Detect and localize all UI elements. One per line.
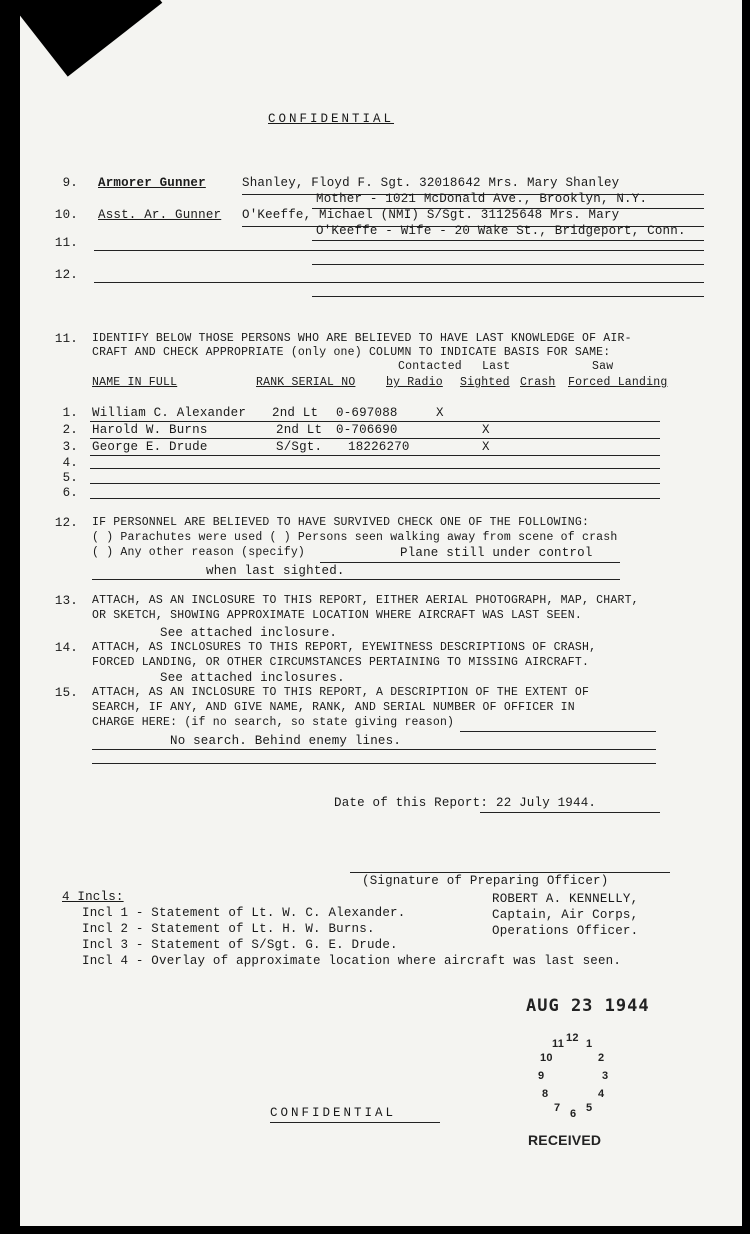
person-num-5: 5. <box>62 471 78 485</box>
section11-line1: IDENTIFY BELOW THOSE PERSONS WHO ARE BELIEVED TO HAVE LAST KNOWLEDGE OF AIR- <box>92 332 632 345</box>
crew-num-9: 9. <box>62 176 78 190</box>
section14-line2: FORCED LANDING, OR OTHER CIRCUMSTANCES PERTAINING TO MISSING AIRCRAFT. <box>92 656 590 669</box>
person-mark-3: X <box>482 440 490 454</box>
person-serial-1: 0-697088 <box>336 406 398 420</box>
section11-num: 11. <box>54 332 78 346</box>
clock-num-11: 11 <box>552 1038 565 1050</box>
person-num-1: 1. <box>62 406 78 420</box>
section12-option1: ( ) Parachutes were used ( ) Persons seen walking away from scene of crash <box>92 531 618 544</box>
clock-num-10: 10 <box>540 1052 553 1064</box>
person-num-2: 2. <box>62 423 78 437</box>
person-serial-2: 0-706690 <box>336 423 398 437</box>
section15-answer: No search. Behind enemy lines. <box>170 734 402 748</box>
signer-title2: Operations Officer. <box>492 924 639 938</box>
report-date-value: 22 July 1944. <box>496 796 597 810</box>
person-mark-1: X <box>436 406 444 420</box>
person-num-6: 6. <box>62 486 78 500</box>
section15-line3: CHARGE HERE: (if no search, so state giving reason) <box>92 716 455 729</box>
person-serial-3: 18226270 <box>348 440 410 454</box>
section14-num: 14. <box>54 641 78 655</box>
section13-answer: See attached inclosure. <box>160 626 338 640</box>
crew-line2-9: Mother - 1021 McDonald Ave., Brooklyn, N.Y. <box>316 192 648 206</box>
signer-name: ROBERT A. KENNELLY, <box>492 892 639 906</box>
clock-num-12: 12 <box>566 1032 579 1044</box>
person-name-3: George E. Drude <box>92 440 208 454</box>
clock-num-6: 6 <box>570 1108 577 1120</box>
crew-num-11: 11. <box>54 236 78 250</box>
header-contacted-top: Contacted <box>398 360 462 373</box>
crew-line2-10: O'Keeffe - Wife - 20 Wake St., Bridgeport, Conn. <box>316 224 686 238</box>
inclosure-2: Incl 2 - Statement of Lt. H. W. Burns. <box>82 922 375 936</box>
person-mark-2: X <box>482 423 490 437</box>
person-num-4: 4. <box>62 456 78 470</box>
inclosure-3: Incl 3 - Statement of S/Sgt. G. E. Drude. <box>82 938 398 952</box>
header-crash: Crash <box>520 376 556 389</box>
section12-num: 12. <box>54 516 78 530</box>
header-contacted-bottom: by Radio <box>386 376 443 389</box>
clock-num-7: 7 <box>554 1102 561 1114</box>
person-rank-1: 2nd Lt <box>272 406 319 420</box>
header-last-top: Last <box>482 360 511 373</box>
clock-num-1: 1 <box>586 1038 593 1050</box>
clock-num-9: 9 <box>538 1070 545 1082</box>
inclosure-1: Incl 1 - Statement of Lt. W. C. Alexander. <box>82 906 406 920</box>
received-label: RECEIVED <box>528 1132 602 1148</box>
section12-line1: IF PERSONNEL ARE BELIEVED TO HAVE SURVIVED CHECK ONE OF THE FOLLOWING: <box>92 516 590 529</box>
clock-num-3: 3 <box>602 1070 609 1082</box>
folded-corner <box>0 0 162 77</box>
section15-line2: SEARCH, IF ANY, AND GIVE NAME, RANK, AND SERIAL NUMBER OF OFFICER IN <box>92 701 575 714</box>
header-saw-top: Saw <box>592 360 614 373</box>
section13-num: 13. <box>54 594 78 608</box>
section14-line1: ATTACH, AS INCLOSURES TO THIS REPORT, EYEWITNESS DESCRIPTIONS OF CRASH, <box>92 641 597 654</box>
inclosure-4: Incl 4 - Overlay of approximate location where aircraft was last seen. <box>82 954 622 968</box>
crew-num-10: 10. <box>54 208 78 222</box>
report-date-label: Date of this Report: <box>334 796 489 810</box>
crew-name-10: O'Keeffe, Michael (NMI) S/Sgt. 31125648 Mrs. Mary <box>242 208 620 222</box>
section13-line1: ATTACH, AS AN INCLOSURE TO THIS REPORT, EITHER AERIAL PHOTOGRAPH, MAP, CHART, <box>92 594 639 607</box>
clock-num-5: 5 <box>586 1102 593 1114</box>
section15-num: 15. <box>54 686 78 700</box>
section15-line1: ATTACH, AS AN INCLOSURE TO THIS REPORT, A DESCRIPTION OF THE EXTENT OF <box>92 686 590 699</box>
person-name-1: William C. Alexander <box>92 406 247 420</box>
header-rank-serial: RANK SERIAL NO <box>256 376 356 389</box>
crew-num-12: 12. <box>54 268 78 282</box>
section13-line2: OR SKETCH, SHOWING APPROXIMATE LOCATION WHERE AIRCRAFT WAS LAST SEEN. <box>92 609 582 622</box>
crew-name-9: Shanley, Floyd F. Sgt. 32018642 Mrs. Mary Shanley <box>242 176 620 190</box>
clock-num-8: 8 <box>542 1088 549 1100</box>
header-saw-bottom: Forced Landing <box>568 376 668 389</box>
signature-caption: (Signature of Preparing Officer) <box>362 874 609 888</box>
section12-answer2: when last sighted. <box>206 564 345 578</box>
person-rank-2: 2nd Lt <box>276 423 323 437</box>
report-page <box>20 0 742 1226</box>
section12-answer1: Plane still under control <box>400 546 593 560</box>
signer-title1: Captain, Air Corps, <box>492 908 639 922</box>
person-num-3: 3. <box>62 440 78 454</box>
header-name: NAME IN FULL <box>92 376 178 389</box>
section14-answer: See attached inclosures. <box>160 671 345 685</box>
clock-num-4: 4 <box>598 1088 605 1100</box>
header-last-bottom: Sighted <box>460 376 510 389</box>
received-date-stamp: AUG 23 1944 <box>526 996 650 1016</box>
clock-num-2: 2 <box>598 1052 605 1064</box>
header-classification: CONFIDENTIAL <box>268 112 395 126</box>
crew-position-9: Armorer Gunner <box>98 176 206 190</box>
footer-classification: CONFIDENTIAL <box>270 1106 397 1120</box>
section12-option2: ( ) Any other reason (specify) <box>92 546 306 559</box>
crew-position-10: Asst. Ar. Gunner <box>98 208 222 222</box>
inclosures-count: 4 Incls: <box>62 890 124 904</box>
section11-line2: CRAFT AND CHECK APPROPRIATE (only one) COLUMN TO INDICATE BASIS FOR SAME: <box>92 346 611 359</box>
person-name-2: Harold W. Burns <box>92 423 208 437</box>
person-rank-3: S/Sgt. <box>276 440 323 454</box>
